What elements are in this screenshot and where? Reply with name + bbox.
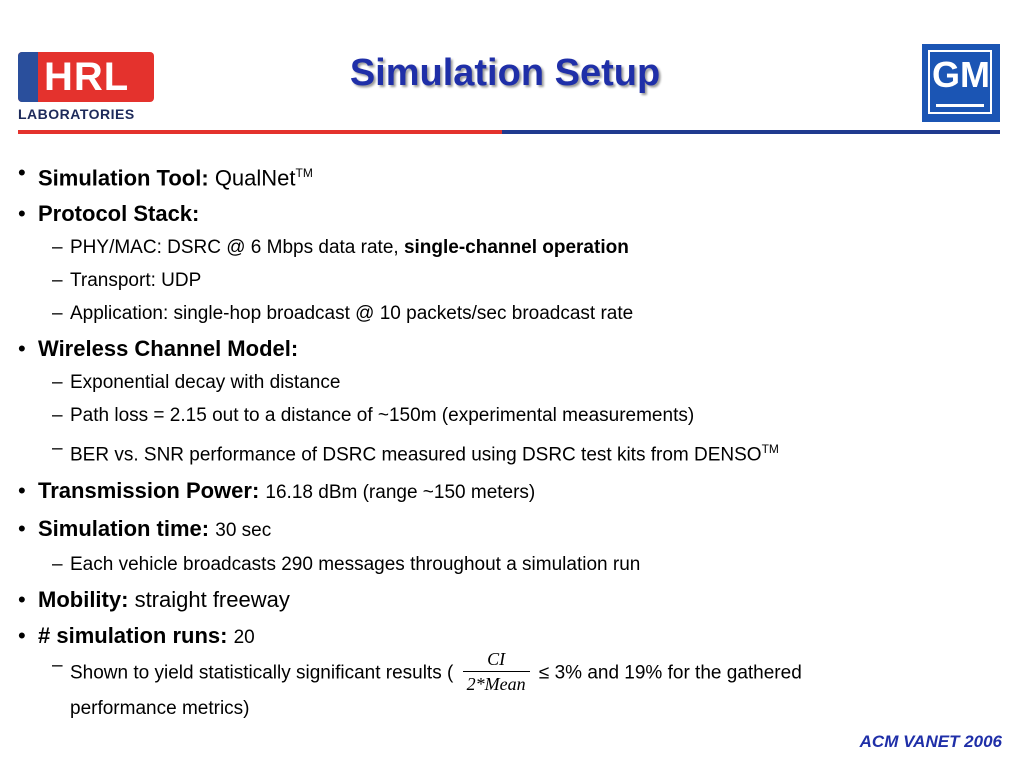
sub-bullet-phy-mac: – PHY/MAC: DSRC @ 6 Mbps data rate, single-channel operation — [52, 237, 629, 259]
ci-fraction: $\frac{CI}{\text{2*Mean}}$ — [463, 649, 530, 694]
page-title: Simulation Setup — [349, 52, 661, 94]
hrl-logo-subtext: LABORATORIES — [18, 106, 135, 122]
sub-bullet-path-loss: – Path loss = 2.15 out to a distance of ~150m (experimental measurements) — [52, 405, 695, 427]
bullet-simulation-tool: • Simulation Tool: QualNet™ — [18, 160, 313, 191]
sub-bullet-application: – Application: single-hop broadcast @ 10 packets/sec broadcast rate — [52, 303, 634, 325]
sub-bullet-significance: – Shown to yield statistically significant results ( $\frac{CI}{\text{2*Mean}}$ ≤ 3% and 19% for the gathered performance metrics) — [52, 648, 802, 719]
sub-bullet-transport: – Transport: UDP — [52, 270, 202, 292]
gm-logo — [922, 44, 1000, 122]
bullet-simulation-runs: • # simulation runs: 20 — [18, 622, 255, 648]
slide-content — [18, 160, 1008, 733]
bullet-simulation-time: • Simulation time: 30 sec — [18, 515, 272, 541]
bullet-mobility: • Mobility: straight freeway — [18, 586, 290, 612]
sub-bullet-ber-snr: – BER vs. SNR performance of DSRC measured using DSRC test kits from DENSO™ — [52, 438, 779, 466]
sub-bullet-exponential-decay: – Exponential decay with distance — [52, 372, 341, 394]
gm-logo-text: GM — [932, 54, 990, 95]
bullet-protocol-stack: • Protocol Stack: — [18, 201, 200, 227]
footer-conference: ACM VANET 2006 — [859, 732, 1002, 751]
bullet-transmission-power: • Transmission Power: 16.18 dBm (range ~150 meters) — [18, 477, 536, 503]
bullet-wireless-channel: • Wireless Channel Model: — [18, 336, 299, 362]
sub-bullet-broadcasts: – Each vehicle broadcasts 290 messages throughout a simulation run — [52, 553, 641, 575]
header-divider — [18, 130, 1000, 134]
hrl-logo-text: HRL — [44, 55, 130, 99]
